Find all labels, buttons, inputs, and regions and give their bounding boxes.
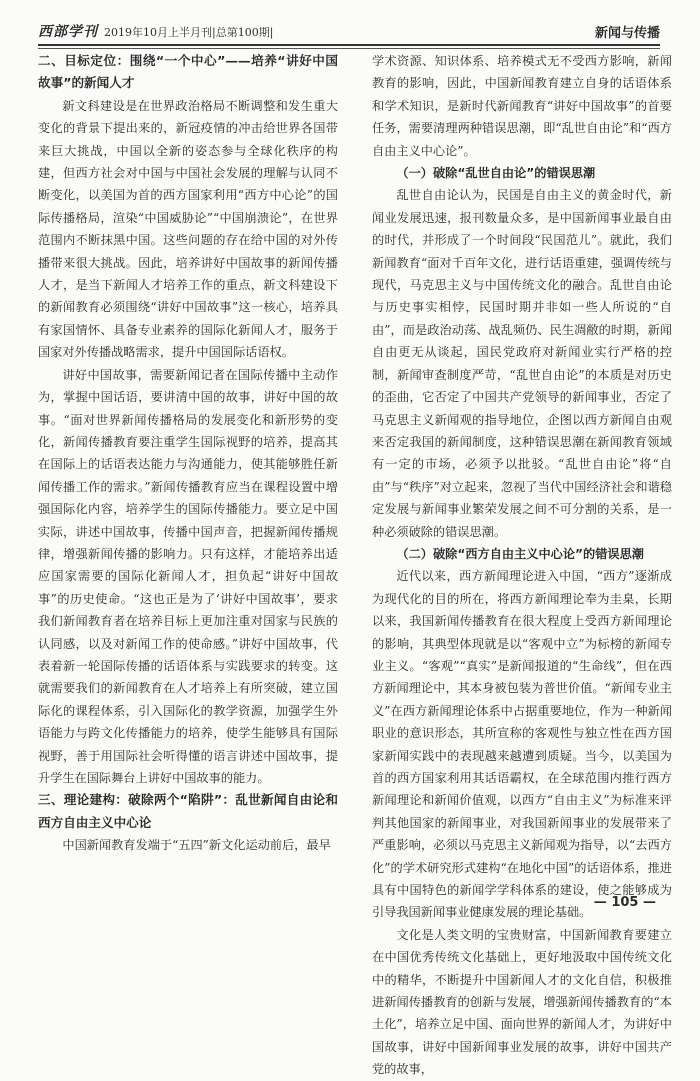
page-number: — 105 — [593, 895, 656, 910]
paragraph: 讲好中国故事，需要新闻记者在国际传播中主动作为，掌握中国话语，要讲清中国的故事，讲好中国的故事。“面对世界新闻传播格局的发展变化和新形势的变化，新闻传播教育要注重学生国际视野的培养，提高其在国际上的话语表达能力与沟通能力，使其能够胜任新闻传播工作的需求。”新闻传播教育应当在课程设置中增强国际化内容，培养学生的国际传播能力。要立足中国实际，讲述中国故事，传播中国声音，把握新闻传播规律，增强新闻传播的影响力。只有这样，才能培养出适应国家需要的国际化新闻人才，担负起“讲好中国故事”的历史使命。“这也正是为了‘讲好中国故事’，要求我们新闻教育者在培养目标上更加注重对国家与民族的认同感，以及对新闻工作的使命感。”讲好中国故事，代表着新一轮国际传播的话语体系与实践要求的转变。这就需要我们的新闻教育在人才培养上有所突破，建立国际化的课程体系，引入国际化的教学资源，加强学生外语能力与跨文化传播能力的培养，使学生能够具有国际视野，善于用国际社会听得懂的语言讲述中国故事，提升学生在国际舞台上讲好中国故事的能力。 [38, 367, 338, 785]
paragraph: 文化是人类文明的宝贵财富，中国新闻教育要建立在中国优秀传统文化基础上，更好地汲取中国传统文化中的精华，不断提升中国新闻人才的文化自信，积极推进新闻传播教育的创新与发展，增强新闻传播教育的“本土化”，培养立足中国、面向世界的新闻人才，为讲好中国故事，讲好中国新闻事业发展的故事，讲好中国共产党的故事， [372, 927, 672, 1077]
paragraph: 乱世自由论认为，民国是自由主义的黄金时代，新闻业发展迅速，报刊数量众多，是中国新闻事业最自由的时代，并形成了一个时间段“民国范儿”。就此，我们新闻教育“面对千百年文化，进行话语重建，强调传统与现代，马克思主义与中国传统文化的融合。乱世自由论与历史事实相悖，民国时期并非如一些人所说的“自由”，而是政治动荡、战乱频仍、民生凋敝的时期，新闻自由更无从谈起，国民党政府对新闻业实行严格的控制，新闻审查制度严苛，“乱世自由论”的本质是对历史的歪曲，它否定了中国共产党领导的新闻事业，否定了马克思主义新闻观的指导地位，企图以西方新闻自由观来否定我国的新闻制度，这种错误思潮在新闻教育领域有一定的市场，必须予以批驳。“乱世自由论”将“自由”与“秩序”对立起来，忽视了当代中国经济社会和谐稳定发展与新闻事业繁荣发展之间不可分割的关系，是一种必须破除的错误思潮。 [372, 188, 672, 539]
header-divider [38, 48, 660, 49]
paragraph: 近代以来，西方新闻理论进入中国，“西方”逐渐成为现代化的目的所在，将西方新闻理论奉为圭臬，长期以来，我国新闻传播教育在很大程度上受西方新闻理论的影响，其典型体现就是以“客观中立”为标榜的新闻专业主义。“客观”“真实”是新闻报道的“生命线”，但在西方新闻理论中，其本身被包装为普世价值。“新闻专业主义”在西方新闻理论体系中占据重要地位，作为一种新闻职业的意识形态，其所宣称的客观性与独立性在西方国家新闻实践中的表现越来越遭到质疑。当今，以美国为首的西方国家利用其话语霸权，在全球范围内推行西方新闻理论和新闻价值观，以西方“自由主义”为标准来评判其他国家的新闻事业，对我国新闻事业的发展带来了严重影响，必须以马克思主义新闻观为指导，以“去西方化”的学术研究形式建构“在地化中国”的话语体系，推进具有中国特色的新闻学学科体系的建设，使之能够成为引导我国新闻事业健康发展的理论基础。 [372, 569, 672, 920]
paragraph: 学术资源、知识体系、培养模式无不受西方影响，新闻教育的影响，因此，中国新闻教育建立自身的话语体系和学术知识，是新时代新闻教育“讲好中国故事”的首要任务，需要清理两种错误思潮，即“乱世自由论”和“西方自由主义中心论”。 [372, 54, 672, 158]
section-heading: 三、理论建构：破除两个“陷阱”：乱世新闻自由论和西方自由主义中心论 [38, 792, 338, 830]
issue-info: 2019年10月上半月刊|总第100期| [104, 26, 274, 39]
left-column [38, 50, 338, 857]
paragraph: 新文科建设是在世界政治格局不断调整和发生重大变化的背景下提出来的，新冠疫情的冲击给世界各国带来巨大挑战，中国以全新的姿态参与全球化秩序的构建，但西方社会对中国与中国社会发展的理解与认同不断变化，以美国为首的西方国家利用“西方中心论”的国际传播格局，渲染“中国威胁论”“中国崩溃论”，在世界范围内不断抹黑中国。这些问题的存在给中国的对外传播带来很大挑战。因此，培养讲好中国故事的新闻传播人才，是当下新闻人才培养工作的重点，新文科建设下的新闻教育必须围绕“讲好中国故事”这一核心，培养具有家国情怀、具备专业素养的国际化新闻人才，服务于国家对外传播战略需求，提升中国国际话语权。 [38, 98, 338, 360]
paragraph: 中国新闻教育发端于“五四”新文化运动前后，最早 [62, 838, 331, 853]
right-column [372, 50, 672, 1081]
section-heading: 二、目标定位：围绕“一个中心”——培养“讲好中国故事”的新闻人才 [38, 53, 338, 91]
subsection-heading: （二）破除“西方自由主义中心论”的错误思潮 [396, 546, 644, 561]
page-header [38, 20, 660, 46]
subsection-heading: （一）破除“乱世自由论”的错误思潮 [396, 166, 596, 181]
journal-info [38, 21, 273, 44]
section-title: 新闻与传播 [594, 26, 660, 41]
journal-logo: 西部学刊 [38, 24, 98, 40]
